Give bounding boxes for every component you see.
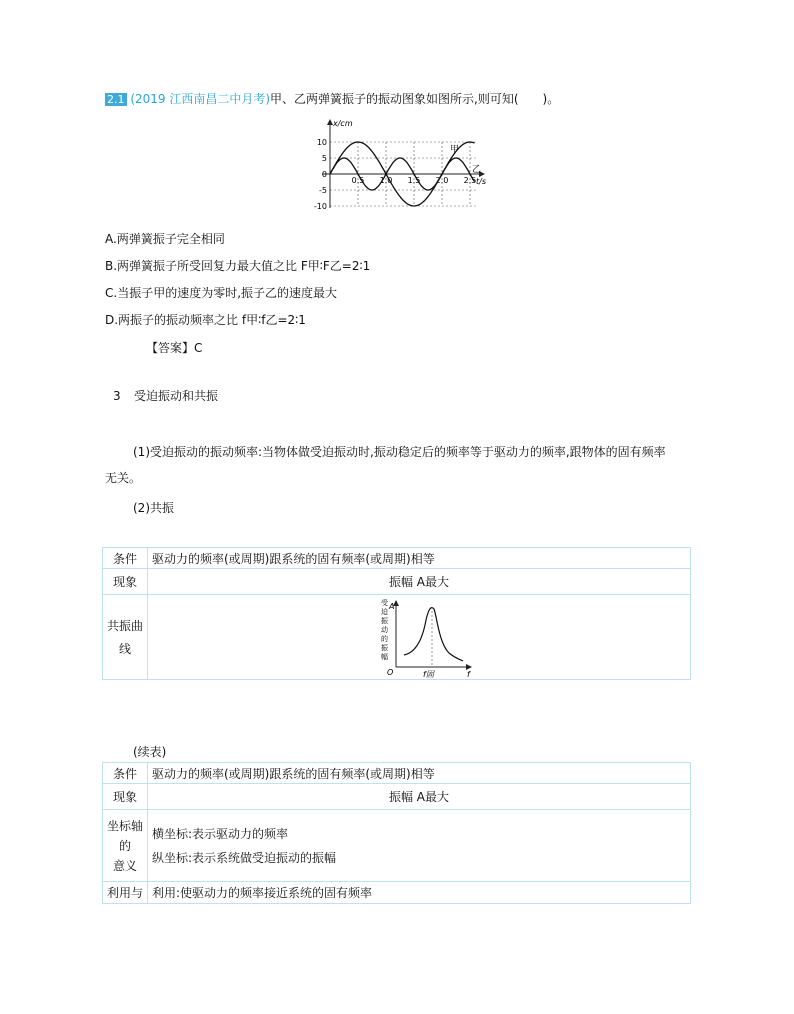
axis-meaning-line: 纵坐标:表示系统做受迫振动的振幅 [152,850,337,865]
y-tick-label: -10 [313,202,327,211]
axis-meaning-line: 横坐标:表示驱动力的频率 [152,826,289,841]
cell-label: 现象 [103,784,148,810]
y-axis-label: x/cm [333,119,353,128]
row-label-line: 意义 [112,858,137,873]
option-c: C.当振子甲的速度为零时,振子乙的速度最大 [105,286,338,300]
resonance-axis-caption-char: 受 [381,599,388,607]
resonance-peak-label: f固 [423,670,434,679]
x-tick-label: 2.5 [463,176,477,185]
question-tag: 2.1 [107,93,125,106]
cell-value: 振幅 A最大 [148,569,691,595]
resonance-x-label: f [467,670,470,679]
resonance-chart-cell [148,595,691,680]
oscillation-chart [300,116,500,216]
x-tick-label: 0.5 [351,176,365,185]
resonance-curve [404,608,463,661]
resonance-table-continued [102,762,691,904]
answer: 【答案】C [146,341,203,355]
cell-label [103,595,148,680]
cell-label: 条件 [103,763,148,784]
option-d: D.两振子的振动频率之比 f甲∶f乙=2∶1 [105,313,306,327]
resonance-axis-caption [381,598,388,661]
row-label-line: 共振曲 [107,619,144,633]
y-tick-label: -5 [319,186,327,195]
series-jia-label: 甲 [450,145,460,155]
x-tick-label: 1.5 [407,176,421,185]
option-b: B.两弹簧振子所受回复力最大值之比 F甲∶F乙=2∶1 [105,259,371,273]
row-label-line: 坐标轴 [107,818,144,833]
cell-value: 利用:使驱动力的频率接近系统的固有频率 [148,882,691,904]
section-number: 3 [113,389,121,403]
paragraph-2: (2)共振 [133,501,174,515]
resonance-origin: O [387,668,394,677]
resonance-axis-caption-char: 振 [381,617,388,625]
cell-value: 驱动力的频率(或周期)跟系统的固有频率(或周期)相等 [148,548,691,569]
resonance-axis-caption-char: 动 [381,626,388,634]
row-label-line: 线 [118,642,131,656]
x-tick-label: 1.0 [379,176,393,185]
section-title: 受迫振动和共振 [134,389,219,403]
resonance-table [102,547,691,680]
cell-label: 利用与 [103,882,148,904]
paragraph-1-line-1: (1)受迫振动的振动频率:当物体做受迫振动时,振动稳定后的频率等于驱动力的频率,跟物体的固有频率 [133,445,666,459]
cell-label [103,810,148,882]
question-line [105,91,559,107]
resonance-y-label: A [389,602,395,611]
y-tick-label: 5 [321,154,327,163]
option-a: A.两弹簧振子完全相同 [105,232,225,246]
resonance-axis-caption-char: 迫 [381,608,388,616]
question-source: (2019 江西南昌二中月考) [130,92,271,106]
question-stem: 甲、乙两弹簧振子的振动图象如图所示,则可知( )。 [270,92,560,106]
table-2-caption: (续表) [133,745,167,759]
cell-value: 振幅 A最大 [148,784,691,810]
row-label-line: 的 [118,838,131,853]
cell-label: 现象 [103,569,148,595]
paragraph-1-line-2: 无关。 [105,471,142,485]
resonance-axis-caption-char: 的 [381,635,388,643]
resonance-axis-caption-char: 幅 [381,653,388,661]
cell-value: 驱动力的频率(或周期)跟系统的固有频率(或周期)相等 [148,763,691,784]
y-tick-label: 0 [321,170,327,179]
resonance-axis-caption-char: 振 [381,644,388,652]
cell-value [148,810,691,882]
resonance-chart [359,595,489,679]
series-yi-label: 乙 [472,165,482,175]
y-tick-label: 10 [316,138,327,147]
x-tick-label: 2.0 [435,176,449,185]
x-axis-label: t/s [476,177,486,186]
cell-label: 条件 [103,548,148,569]
